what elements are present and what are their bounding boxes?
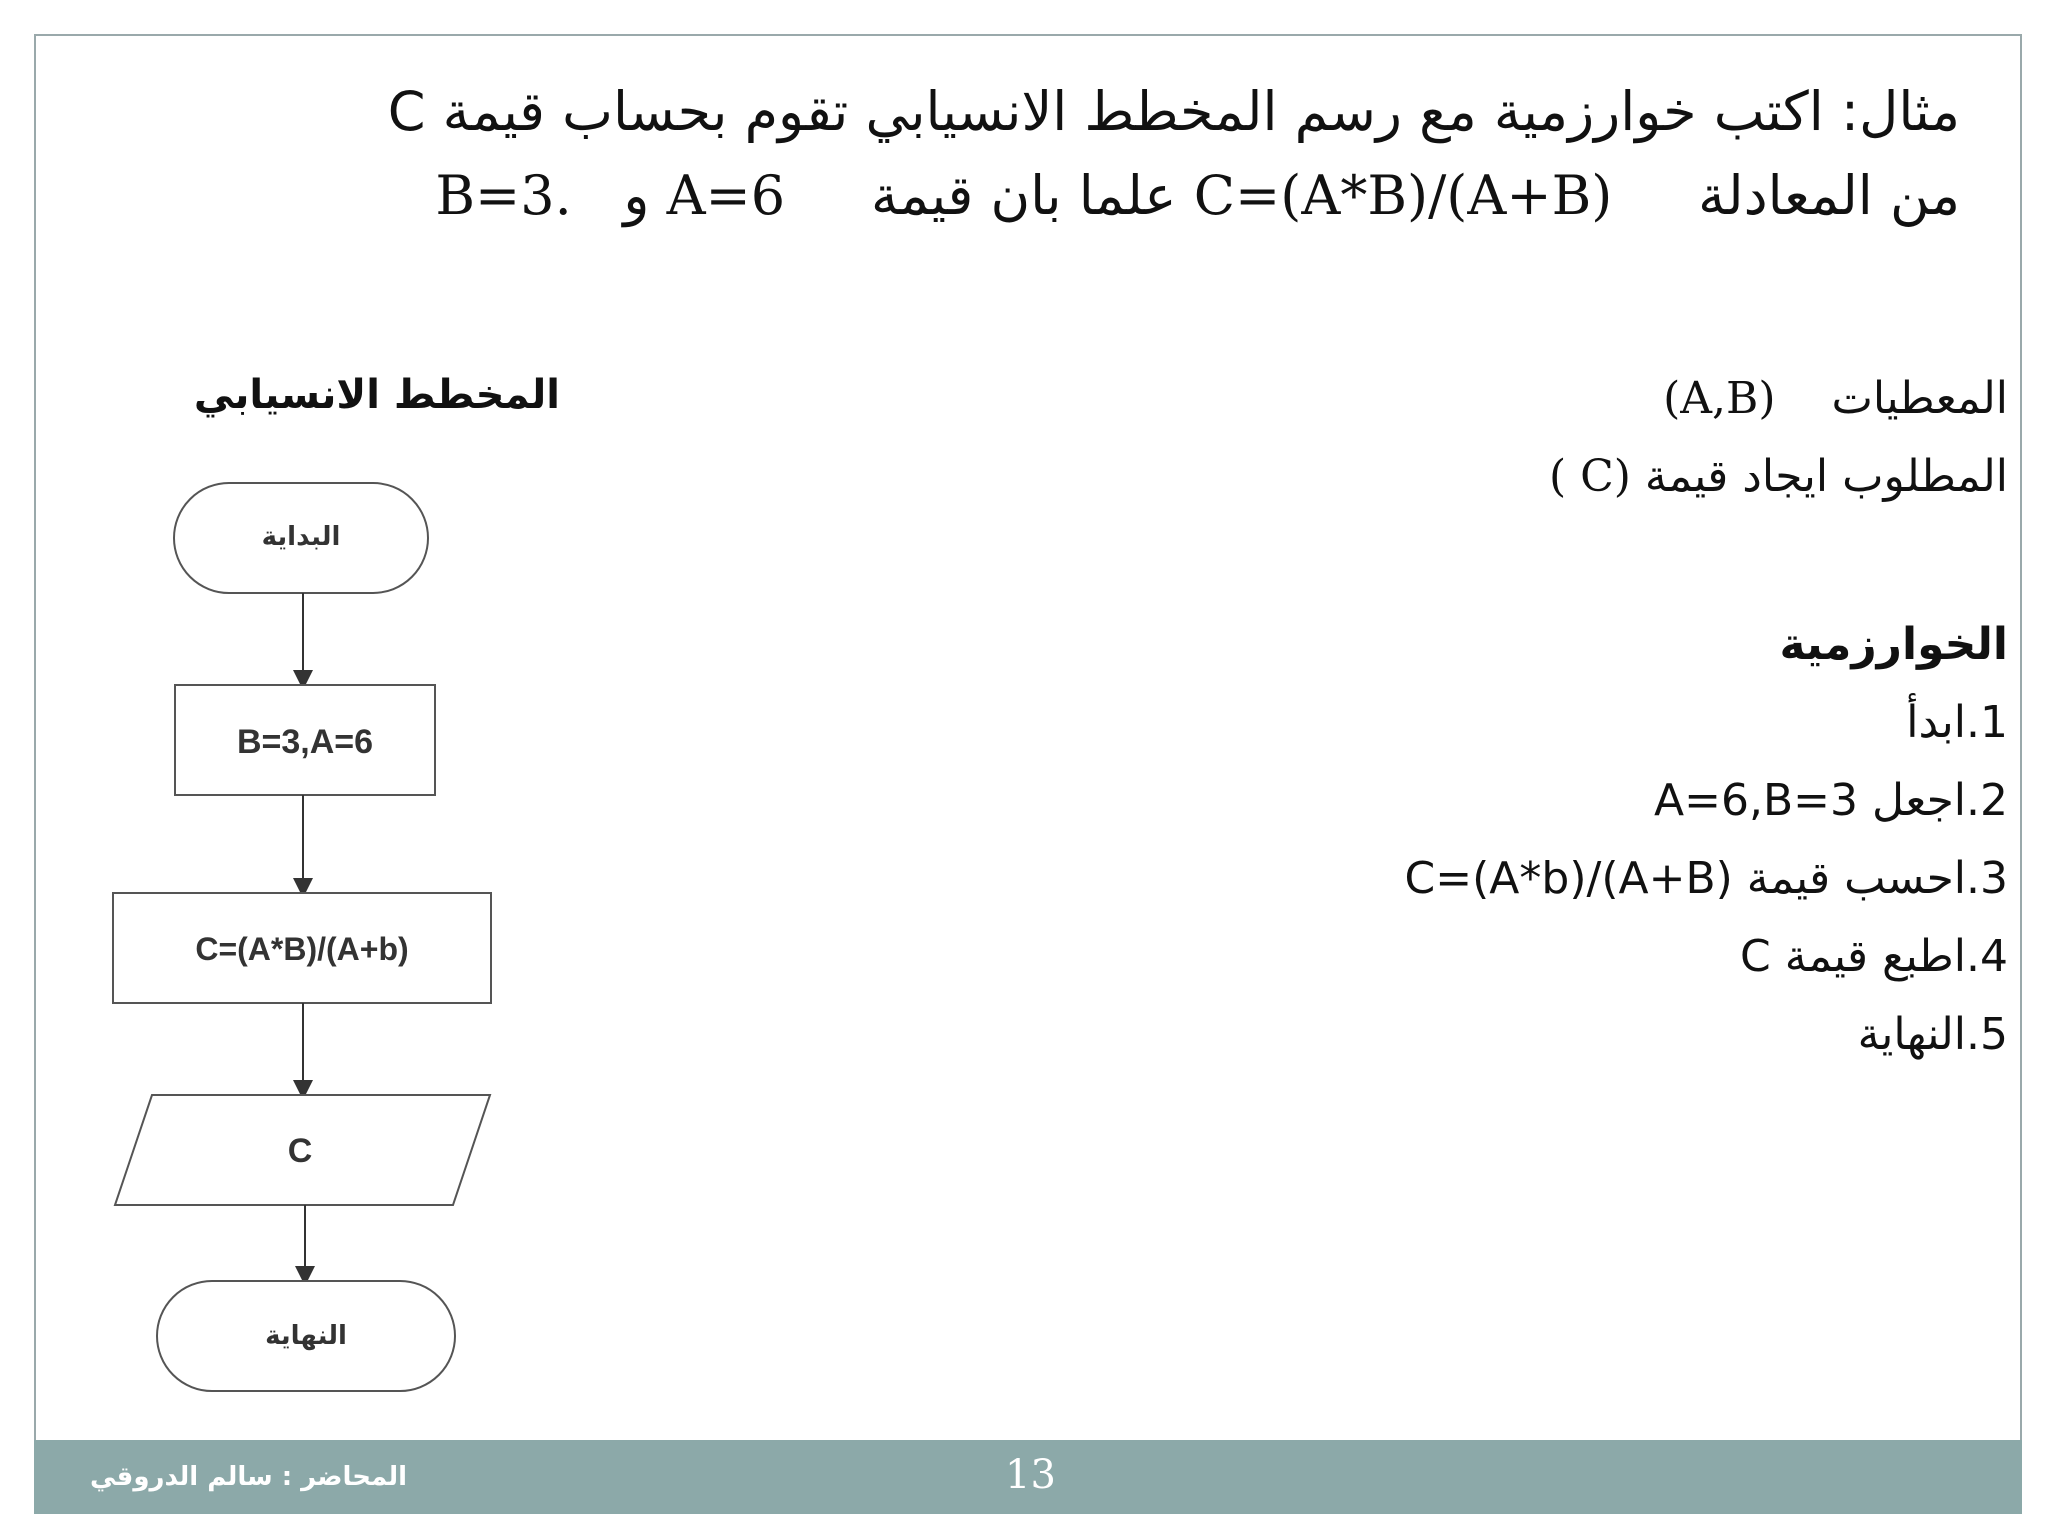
- required-row: [1108, 438, 2008, 516]
- algorithm-step: 5.النهاية: [1857, 1009, 2008, 1060]
- page-number: 13: [1005, 1452, 1056, 1498]
- algorithm-step: 4.اطبع قيمة C: [1740, 931, 2008, 982]
- required-label: المطلوب ايجاد قيمة: [1644, 451, 2008, 502]
- flowchart-end-label: النهاية: [265, 1321, 347, 1351]
- problem-mid: علما بان قيمة: [871, 164, 1177, 227]
- problem-b-value: B=3.: [435, 164, 572, 227]
- algorithm-step: 1.ابدأ: [1906, 697, 2008, 748]
- algorithm-step: 3.احسب قيمة C=(A*b)/(A+B): [1404, 853, 2008, 904]
- flowchart-title: المخطط الانسيابي: [193, 372, 560, 418]
- problem-equation: C=(A*B)/(A+B): [1193, 164, 1613, 227]
- algorithm-step: 2.اجعل A=6,B=3: [1654, 775, 2008, 826]
- flowchart-input-label: B=3,A=6: [236, 723, 374, 761]
- flowchart-process-label: C=(A*B)/(A+b): [195, 931, 409, 967]
- flowchart-start-label: البداية: [261, 522, 341, 552]
- givens-label: المعطيات: [1831, 373, 2008, 424]
- problem-line-1: مثال: اكتب خوارزمية مع رسم المخطط الانسيابي تقوم بحساب قيمة C: [387, 80, 1960, 143]
- problem-prefix: من المعادلة: [1698, 164, 1960, 227]
- givens-row: [1108, 360, 2008, 438]
- problem-a-value: A=6: [666, 164, 786, 227]
- flowchart-output-label: C: [287, 1132, 313, 1170]
- givens-value: (A,B): [1663, 373, 1776, 424]
- algorithm-panel: [1108, 360, 2008, 1074]
- algorithm-heading: الخوارزمية: [1779, 619, 2008, 670]
- footer-lecturer: المحاضر : سالم الدروقي: [90, 1462, 408, 1492]
- problem-and: و: [623, 164, 650, 227]
- required-value: ( C): [1548, 451, 1631, 502]
